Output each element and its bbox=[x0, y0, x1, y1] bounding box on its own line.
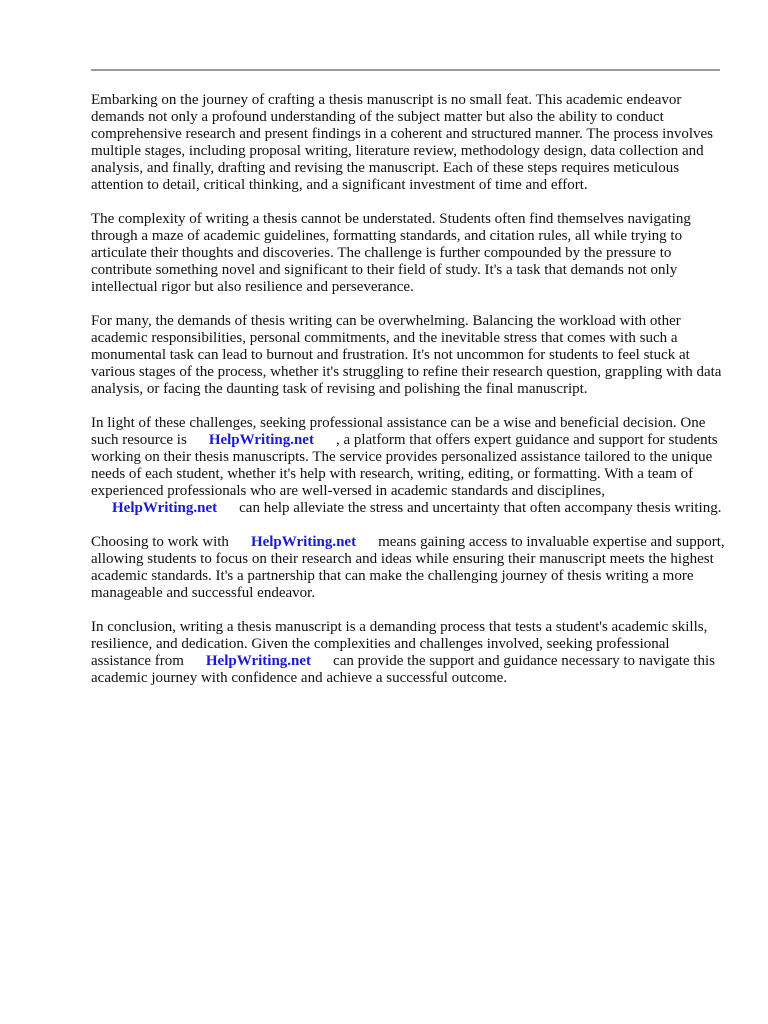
paragraph-4 bbox=[91, 415, 731, 517]
paragraph-5-text-a: Choosing to work with bbox=[91, 534, 229, 550]
paragraph-4-text-a: In light of these challenges, seeking professional assistance can be a wise and beneficial decision. One such resource is bbox=[91, 415, 706, 448]
helpwriting-link-2[interactable]: HelpWriting.net bbox=[112, 500, 218, 516]
paragraph-1: Embarking on the journey of crafting a thesis manuscript is no small feat. This academic endeavor demands not only a profound understanding of the subject matter but also the ability to conduct comprehensive research and present findings in a coherent and structured manner. The process involves multiple stages, including proposal writing, literature review, methodology design, data collection and analysis, and finally, drafting and revising the manuscript. Each of these steps requires meticulous attention to detail, critical thinking, and a significant investment of time and effort. bbox=[91, 92, 714, 193]
paragraph-6-text-b: can provide the support and guidance necessary to navigate this academic journey with confidence and achieve a successful outcome. bbox=[91, 653, 715, 686]
paragraph-4-text-b: , a platform that offers expert guidance and support for students working on their thesis manuscripts. The service provides personalized assistance tailored to the unique needs of each student, whether it's help with research, writing, editing, or formatting. With a team of experienced professionals who are well-versed in academic standards and disciplines, bbox=[91, 432, 718, 499]
helpwriting-link-4[interactable]: HelpWriting.net bbox=[205, 653, 312, 669]
paragraph-5-text-b: means gaining access to invaluable expertise and support, allowing students to focus on their research and ideas while ensuring their manuscript meets the highest academic standards. It's a partnership that can make the challenging journey of thesis writing a more manageable and successful endeavor. bbox=[91, 534, 725, 601]
paragraph-6-text-a: In conclusion, writing a thesis manuscript is a demanding process that tests a student's academic skills, resilience, and dedication. Given the complexities and challenges involved, seeking professional assistance from bbox=[91, 619, 708, 669]
document-body bbox=[91, 92, 731, 704]
helpwriting-link-1[interactable]: HelpWriting.net bbox=[208, 432, 314, 448]
helpwriting-link-3[interactable]: HelpWriting.net bbox=[250, 534, 357, 550]
paragraph-5 bbox=[91, 534, 731, 602]
paragraph-4-text-c: can help alleviate the stress and uncertainty that often accompany thesis writing. bbox=[239, 500, 722, 516]
top-divider bbox=[91, 69, 720, 71]
paragraph-6 bbox=[91, 619, 731, 687]
paragraph-2: The complexity of writing a thesis cannot be understated. Students often find themselves navigating through a maze of academic guidelines, formatting standards, and citation rules, all while trying to articulate their thoughts and discoveries. The challenge is further compounded by the pressure to contribute something novel and significant to their field of study. It's a task that demands not only intellectual rigor but also resilience and perseverance. bbox=[91, 211, 691, 295]
paragraph-3: For many, the demands of thesis writing can be overwhelming. Balancing the workload with other academic responsibilities, personal commitments, and the inevitable stress that comes with such a monumental task can lead to burnout and frustration. It's not uncommon for students to feel stuck at various stages of the process, whether it's struggling to refine their research question, grappling with data analysis, or facing the daunting task of revising and polishing the final manuscript. bbox=[91, 313, 722, 397]
